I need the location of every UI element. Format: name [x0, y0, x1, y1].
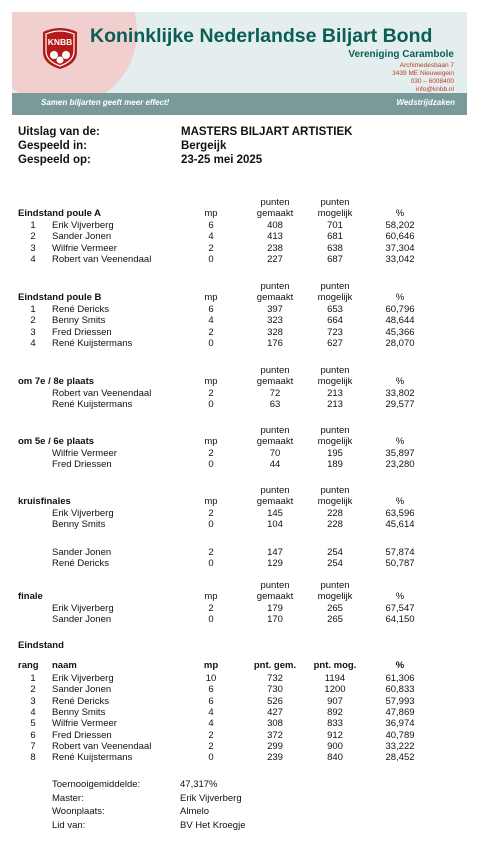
- col-header-punten: punten: [260, 485, 290, 496]
- row-percentage: 57,993: [385, 695, 415, 707]
- uitslag-label: Uitslag van de:: [18, 126, 100, 138]
- row-mp: 2: [208, 546, 214, 558]
- row-mp: 6: [208, 684, 214, 696]
- row-punten-mogelijk: 664: [327, 315, 343, 327]
- player-name: Fred Driessen: [52, 729, 112, 741]
- row-punten-gemaakt: 179: [267, 603, 283, 614]
- row-percentage: 35,897: [385, 448, 415, 459]
- col-header-punten: punten: [320, 580, 350, 591]
- address-line: Archimedesbaan 7: [399, 62, 454, 69]
- section-title: Eindstand: [18, 640, 64, 651]
- row-percentage: 28,070: [385, 337, 415, 349]
- col-header-punten: punten: [320, 425, 350, 436]
- row-punten-gemaakt: 44: [269, 459, 281, 471]
- player-name: Sander Jonen: [52, 614, 112, 626]
- player-name: René Kuijstermans: [52, 752, 133, 764]
- row-mp: 0: [208, 337, 214, 349]
- slogan: Samen biljarten geeft meer effect!: [41, 98, 170, 107]
- row-mp: 2: [208, 388, 214, 399]
- row-punten-gemaakt: 238: [267, 242, 283, 254]
- row-punten-gemaakt: 104: [267, 519, 283, 531]
- letterhead: [12, 12, 467, 115]
- col-header-pct: %: [395, 496, 405, 507]
- col-header-mogelijk: mogelijk: [317, 376, 353, 387]
- address-line: 3439 ME Nieuwegein: [392, 70, 454, 77]
- row-percentage: 33,042: [385, 253, 415, 265]
- row-punten-mogelijk: 228: [327, 508, 343, 519]
- row-percentage: 47,869: [385, 706, 415, 718]
- row-percentage: 57,874: [385, 546, 415, 558]
- col-header-punten: punten: [320, 197, 350, 208]
- section-title: finale: [18, 591, 43, 602]
- col-header-gemaakt: gemaakt: [256, 591, 294, 602]
- row-mp: 2: [208, 448, 214, 459]
- summary-value: Almelo: [180, 806, 210, 817]
- player-name: Fred Driessen: [52, 459, 112, 471]
- col-header-pct: %: [395, 376, 405, 387]
- row-percentage: 60,796: [385, 304, 415, 315]
- row-rank: 2: [30, 231, 36, 243]
- col-header-pct: %: [395, 292, 405, 303]
- summary-value: BV Het Kroegje: [180, 819, 246, 831]
- row-rank: 1: [30, 304, 36, 315]
- row-mp: 2: [208, 740, 214, 752]
- row-rank: 3: [30, 326, 36, 338]
- row-punten-mogelijk: 638: [327, 242, 343, 254]
- col-header-punten: punten: [260, 197, 290, 208]
- row-mp: 2: [208, 603, 214, 614]
- row-percentage: 40,789: [385, 729, 415, 741]
- row-rank: 2: [30, 684, 36, 696]
- row-percentage: 63,596: [385, 508, 415, 519]
- row-punten-mogelijk: 833: [327, 718, 343, 730]
- row-percentage: 60,646: [385, 231, 415, 243]
- col-header-mogelijk: mogelijk: [317, 292, 353, 303]
- row-percentage: 48,644: [385, 315, 415, 327]
- row-punten-gemaakt: 170: [267, 614, 283, 626]
- player-name: Benny Smits: [52, 706, 106, 718]
- row-mp: 0: [208, 752, 214, 764]
- email-line: info@knbb.nl: [415, 86, 454, 93]
- row-rank: 6: [30, 729, 36, 741]
- row-punten-gemaakt: 413: [267, 231, 283, 243]
- col-header-mogelijk: mogelijk: [317, 208, 353, 219]
- row-punten-gemaakt: 308: [267, 718, 283, 730]
- row-percentage: 64,150: [385, 614, 415, 626]
- row-percentage: 45,614: [385, 519, 415, 531]
- col-header-punten: punten: [260, 281, 290, 292]
- row-punten-mogelijk: 189: [327, 459, 343, 471]
- col-header-mp: mp: [203, 660, 219, 671]
- col-header-mogelijk: mogelijk: [317, 591, 353, 602]
- row-mp: 10: [205, 673, 217, 684]
- col-header-punten: punten: [260, 580, 290, 591]
- row-percentage: 33,222: [385, 740, 415, 752]
- row-punten-gemaakt: 63: [269, 399, 281, 411]
- row-punten-gemaakt: 526: [267, 695, 283, 707]
- player-name: Erik Vijverberg: [52, 508, 114, 519]
- row-percentage: 67,547: [385, 603, 415, 614]
- row-punten-mogelijk: 840: [327, 752, 343, 764]
- summary-label: Toernooigemiddelde:: [52, 779, 141, 790]
- col-header-mp: mp: [204, 591, 218, 602]
- row-punten-mogelijk: 265: [327, 614, 343, 626]
- row-mp: 4: [208, 706, 214, 718]
- row-punten-gemaakt: 70: [269, 448, 281, 459]
- row-percentage: 58,202: [385, 220, 415, 231]
- player-name: Wilfrie Vermeer: [52, 448, 117, 459]
- row-punten-gemaakt: 129: [267, 557, 283, 569]
- player-name: René Dericks: [52, 304, 110, 315]
- row-punten-gemaakt: 239: [267, 752, 283, 764]
- row-rank: 4: [30, 706, 36, 718]
- col-header-punten: punten: [320, 365, 350, 376]
- row-punten-gemaakt: 147: [267, 546, 283, 558]
- row-rank: 4: [30, 253, 36, 265]
- row-rank: 3: [30, 695, 36, 707]
- gespeeld-in-label: Gespeeld in:: [18, 140, 88, 152]
- player-name: Fred Driessen: [52, 326, 112, 338]
- col-header-pct: %: [395, 208, 405, 219]
- col-header-punten: punten: [320, 485, 350, 496]
- row-punten-gemaakt: 372: [267, 729, 283, 741]
- logo-text: KNBB: [47, 37, 73, 47]
- player-name: Benny Smits: [52, 315, 106, 327]
- row-percentage: 45,366: [385, 326, 415, 338]
- row-mp: 0: [208, 614, 214, 626]
- col-header-punten: punten: [320, 281, 350, 292]
- player-name: René Dericks: [52, 695, 110, 707]
- player-name: Robert van Veenendaal: [52, 388, 152, 399]
- row-percentage: 33,802: [385, 388, 415, 399]
- row-punten-mogelijk: 195: [327, 448, 343, 459]
- row-rank: 1: [30, 220, 36, 231]
- row-rank: 2: [30, 315, 36, 327]
- row-mp: 0: [208, 459, 214, 471]
- row-percentage: 36,974: [385, 718, 415, 730]
- col-header-gemaakt: gemaakt: [256, 292, 294, 303]
- section-title: om 7e / 8e plaats: [18, 376, 95, 387]
- row-punten-mogelijk: 892: [327, 706, 343, 718]
- row-punten-gemaakt: 328: [267, 326, 283, 338]
- col-header-mp: mp: [204, 376, 218, 387]
- venue: Bergeijk: [181, 140, 227, 152]
- row-punten-mogelijk: 907: [327, 695, 343, 707]
- player-name: Benny Smits: [52, 519, 106, 531]
- section-title: om 5e / 6e plaats: [18, 436, 95, 447]
- row-percentage: 60,833: [385, 684, 415, 696]
- col-header-mp: mp: [204, 496, 218, 507]
- col-header-mogelijk: mogelijk: [317, 496, 353, 507]
- player-name: René Dericks: [52, 557, 110, 569]
- player-name: Erik Vijverberg: [52, 220, 114, 231]
- row-punten-mogelijk: 900: [327, 740, 343, 752]
- summary-label: Master:: [52, 792, 84, 804]
- col-header-pnt-gem: pnt. gem.: [253, 660, 297, 671]
- player-name: Robert van Veenendaal: [52, 740, 152, 752]
- dates: 23-25 mei 2025: [181, 154, 263, 166]
- summary-value: 47,317%: [180, 779, 218, 790]
- row-punten-mogelijk: 254: [327, 546, 343, 558]
- row-punten-gemaakt: 397: [267, 304, 283, 315]
- row-punten-gemaakt: 323: [267, 315, 283, 327]
- player-name: Wilfrie Vermeer: [52, 718, 117, 730]
- col-header-gemaakt: gemaakt: [256, 376, 294, 387]
- row-mp: 0: [208, 253, 214, 265]
- row-mp: 2: [208, 326, 214, 338]
- org-name: Koninklijke Nederlandse Biljart Bond: [90, 25, 433, 47]
- col-header-gemaakt: gemaakt: [256, 436, 294, 447]
- row-punten-mogelijk: 701: [327, 220, 343, 231]
- section-title: Eindstand poule A: [18, 208, 102, 219]
- department: Wedstrijdzaken: [396, 98, 455, 107]
- row-rank: 4: [30, 337, 36, 349]
- row-punten-gemaakt: 732: [267, 673, 283, 684]
- row-mp: 6: [208, 695, 214, 707]
- row-punten-mogelijk: 723: [327, 326, 343, 338]
- section-title: kruisfinales: [18, 496, 71, 507]
- summary-label: Woonplaats:: [52, 806, 105, 817]
- row-punten-gemaakt: 408: [267, 220, 283, 231]
- col-header-mp: mp: [204, 292, 218, 303]
- col-header-punten: punten: [260, 425, 290, 436]
- col-header-punten: punten: [260, 365, 290, 376]
- row-percentage: 37,304: [385, 242, 415, 254]
- row-punten-mogelijk: 254: [327, 557, 343, 569]
- row-punten-gemaakt: 730: [267, 684, 283, 696]
- row-punten-mogelijk: 1200: [324, 684, 346, 696]
- row-percentage: 29,577: [385, 399, 415, 411]
- row-punten-gemaakt: 227: [267, 253, 283, 265]
- col-header-gemaakt: gemaakt: [256, 496, 294, 507]
- summary-label: Lid van:: [52, 819, 86, 831]
- row-punten-gemaakt: 427: [267, 706, 283, 718]
- row-punten-mogelijk: 653: [327, 304, 343, 315]
- club-name: Vereniging Carambole: [348, 49, 454, 60]
- row-mp: 4: [208, 231, 214, 243]
- col-header-mp: mp: [204, 436, 218, 447]
- row-rank: 3: [30, 242, 36, 254]
- row-mp: 2: [208, 508, 214, 519]
- col-header-mogelijk: mogelijk: [317, 436, 353, 447]
- col-header-gemaakt: gemaakt: [256, 208, 294, 219]
- row-percentage: 61,306: [385, 673, 415, 684]
- col-header-pct: %: [395, 591, 405, 602]
- player-name: Sander Jonen: [52, 546, 112, 558]
- knbb-logo-icon: [40, 26, 80, 70]
- row-percentage: 50,787: [385, 557, 415, 569]
- row-mp: 0: [208, 557, 214, 569]
- row-percentage: 28,452: [385, 752, 415, 764]
- player-name: Erik Vijverberg: [52, 603, 114, 614]
- player-name: Wilfrie Vermeer: [52, 242, 117, 254]
- row-punten-mogelijk: 265: [327, 603, 343, 614]
- col-header-rang: rang: [18, 660, 39, 671]
- row-mp: 6: [208, 304, 214, 315]
- col-header-pct: %: [395, 436, 405, 447]
- row-rank: 8: [30, 752, 36, 764]
- row-punten-mogelijk: 912: [327, 729, 343, 741]
- player-name: René Kuijstermans: [52, 337, 133, 349]
- col-header-mp: mp: [204, 208, 218, 219]
- row-punten-gemaakt: 299: [267, 740, 283, 752]
- row-mp: 4: [208, 718, 214, 730]
- row-punten-gemaakt: 72: [269, 388, 281, 399]
- phone-line: 030 – 6008400: [410, 78, 454, 85]
- row-punten-mogelijk: 687: [327, 253, 343, 265]
- row-mp: 2: [208, 729, 214, 741]
- row-punten-mogelijk: 213: [327, 388, 343, 399]
- row-rank: 5: [30, 718, 36, 730]
- col-header-pct: %: [395, 660, 405, 671]
- row-punten-mogelijk: 228: [327, 519, 343, 531]
- row-punten-mogelijk: 213: [327, 399, 343, 411]
- player-name: Sander Jonen: [52, 684, 112, 696]
- row-punten-mogelijk: 681: [327, 231, 343, 243]
- row-percentage: 23,280: [385, 459, 415, 471]
- row-punten-gemaakt: 176: [267, 337, 283, 349]
- player-name: René Kuijstermans: [52, 399, 133, 411]
- col-header-naam: naam: [52, 660, 77, 671]
- row-punten-mogelijk: 1194: [324, 673, 346, 684]
- summary-value: Erik Vijverberg: [180, 792, 242, 804]
- row-rank: 7: [30, 740, 36, 752]
- row-mp: 2: [208, 242, 214, 254]
- row-punten-mogelijk: 627: [327, 337, 343, 349]
- row-mp: 6: [208, 220, 214, 231]
- row-rank: 1: [30, 673, 36, 684]
- section-title: Eindstand poule B: [18, 292, 102, 303]
- row-mp: 0: [208, 399, 214, 411]
- row-mp: 4: [208, 315, 214, 327]
- row-mp: 0: [208, 519, 214, 531]
- gespeeld-op-label: Gespeeld op:: [18, 154, 91, 166]
- player-name: Robert van Veenendaal: [52, 253, 152, 265]
- row-punten-gemaakt: 145: [267, 508, 283, 519]
- col-header-pnt-mog: pnt. mog.: [313, 660, 357, 671]
- tournament-name: MASTERS BILJART ARTISTIEK: [181, 126, 353, 138]
- player-name: Erik Vijverberg: [52, 673, 114, 684]
- player-name: Sander Jonen: [52, 231, 112, 243]
